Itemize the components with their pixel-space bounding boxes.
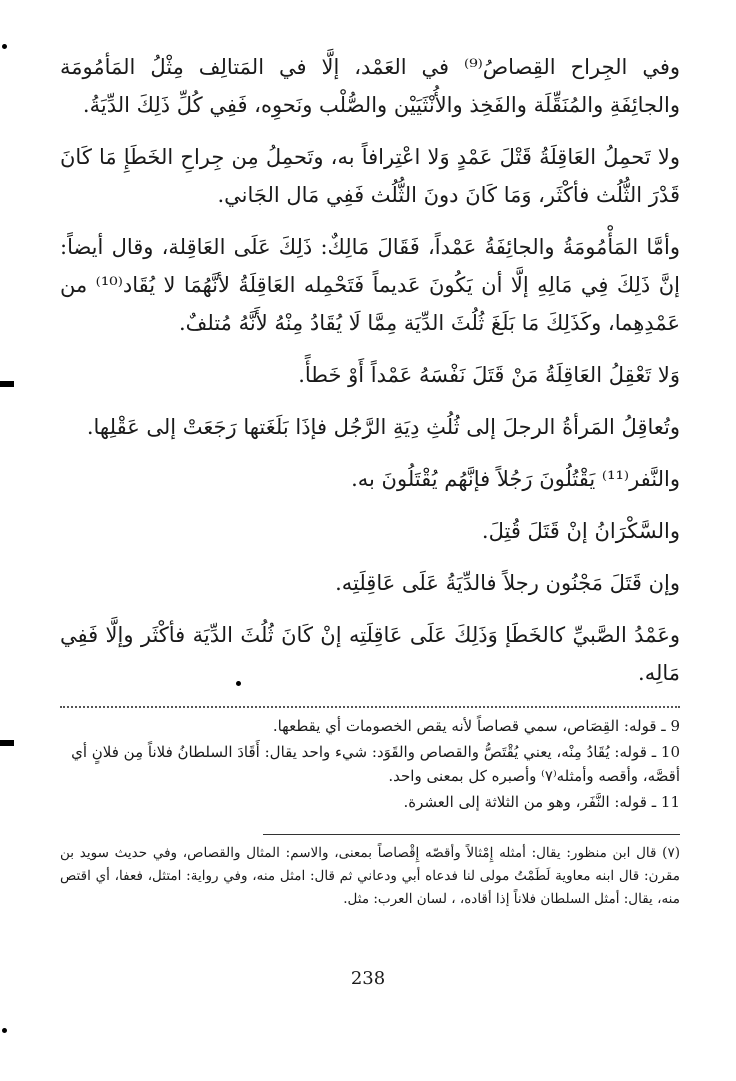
paragraph: وأمَّا المَأْمُومَةُ والجائِفَةُ عَمْداً، فَقَالَ مَالِكٌ: ذَلِكَ عَلَى العَاقِلة، وقال أيضاً: إنَّ ذَلِكَ فِي مَالِهِ إلَّا أن يَكُونَ عَديماً فَتَحْمِله العَاقِلَةُ لأنَّهُمَا لا يُقَاد⁽¹⁰⁾ من عَمْدِهِما، وكَذَلِكَ مَا بَلَغَ ثُلُثَ الدِّيَة مِمَّا لَا يُقَادُ مِنْهُ لأَنَّهُ مُتلفٌ.	[60, 235, 680, 335]
paragraph: والنَّفر⁽¹¹⁾ يَقْتُلُونَ رَجُلاً فإنَّهُم يُقْتَلُونَ به.	[351, 467, 680, 491]
margin-mark	[0, 740, 14, 746]
dotted-separator	[60, 706, 680, 708]
footnote-section	[60, 842, 680, 911]
margin-dot	[2, 44, 7, 49]
main-text	[60, 48, 680, 706]
note-item: 10 ـ قوله: يُقَادُ مِنْه، يعني يُقْتَصُّ والقصاص والقَوَد: شيء واحد يقال: أَقَادَ السلطانُ فلاناً مِن فلانٍ أي أقصَّه، وأقصه وأمثله⁽٧⁾ وأصبره كل بمعنى واحد.	[71, 743, 680, 785]
paragraph: والسَّكْرَانُ إنْ قَتَلَ قُتِلَ.	[481, 519, 680, 543]
stray-dot	[236, 681, 241, 686]
paragraph: وَلا تَعْقِلُ العَاقِلَةُ مَنْ قَتَلَ نَفْسَهُ عَمْداً أَوْ خَطأً.	[298, 363, 680, 387]
page-number: 238	[350, 968, 386, 989]
paragraph: وتُعاقِلُ المَرأةُ الرجلَ إلى ثُلُثِ دِيَةِ الرَّجُل فإذَا بَلَغَتها رَجَعَتْ إلى عَقْلِها.	[86, 415, 680, 439]
note-item: 9 ـ قوله: القِصَاص، سمي قصاصاً لأنه يقص الخصومات أي يقطعها.	[272, 717, 680, 735]
paragraph: وفي الجِراح القِصاصُ⁽⁹⁾ في العَمْد، إلَّا في المَتالِف مِثْلُ المَأمُومَة والجائِفَةِ والمُنَقِّلَة والفَخِذ والأُنْثَيَيْن والصُّلْب ونَحوِه، فَفِي كُلِّ ذَلِكَ الدِّيَةُ.	[60, 55, 681, 117]
note-item: 11 ـ قوله: النَّفَر، وهو من الثلاثة إلى العشرة.	[403, 793, 680, 811]
footnote-text: (٧) قال ابن منظور: يقال: أمثله إِمْثالاً وأقصّه إِقْصاصاً بمعنى، والاسم: المثال والقصاص، وفي حديث سويد بن مقرن: قال ابنه معاوية لَطَمْتُ مولى لنا فدعاه أبي ودعاني ثم قال: امثل منه، وفي رواية: امتثل، فعفا، أي اقتص منه، يقال: أمثل السلطان فلاناً إذا أقاده، ، لسان العرب: مثل.	[60, 845, 680, 907]
margin-mark	[0, 381, 14, 387]
margin-dot	[2, 1028, 7, 1033]
paragraph: ولا تَحمِلُ العَاقِلَةُ قَتْلَ عَمْدٍ وَلا اعْتِرافاً به، وتَحمِلُ مِن جِراحِ الخَطَإِ مَا كَانَ قَدْرَ الثُّلُث فأكْثَر، وَمَا كَانَ دونَ الثُّلُث فَفِي مَال الجَاني.	[60, 145, 680, 207]
paragraph: وعَمْدُ الصَّبيِّ كالخَطَإ وَذَلِكَ عَلَى عَاقِلَتِه إنْ كَانَ ثُلُثَ الدِّيَة فأكْثَر وإلَّا فَفِي مَالِه.	[60, 623, 680, 685]
notes-section	[60, 714, 680, 816]
footnote-rule	[263, 834, 680, 835]
paragraph: وإن قَتَلَ مَجْنُون رجلاً فالدِّيَةُ عَلَى عَاقِلَتِه.	[335, 571, 680, 595]
